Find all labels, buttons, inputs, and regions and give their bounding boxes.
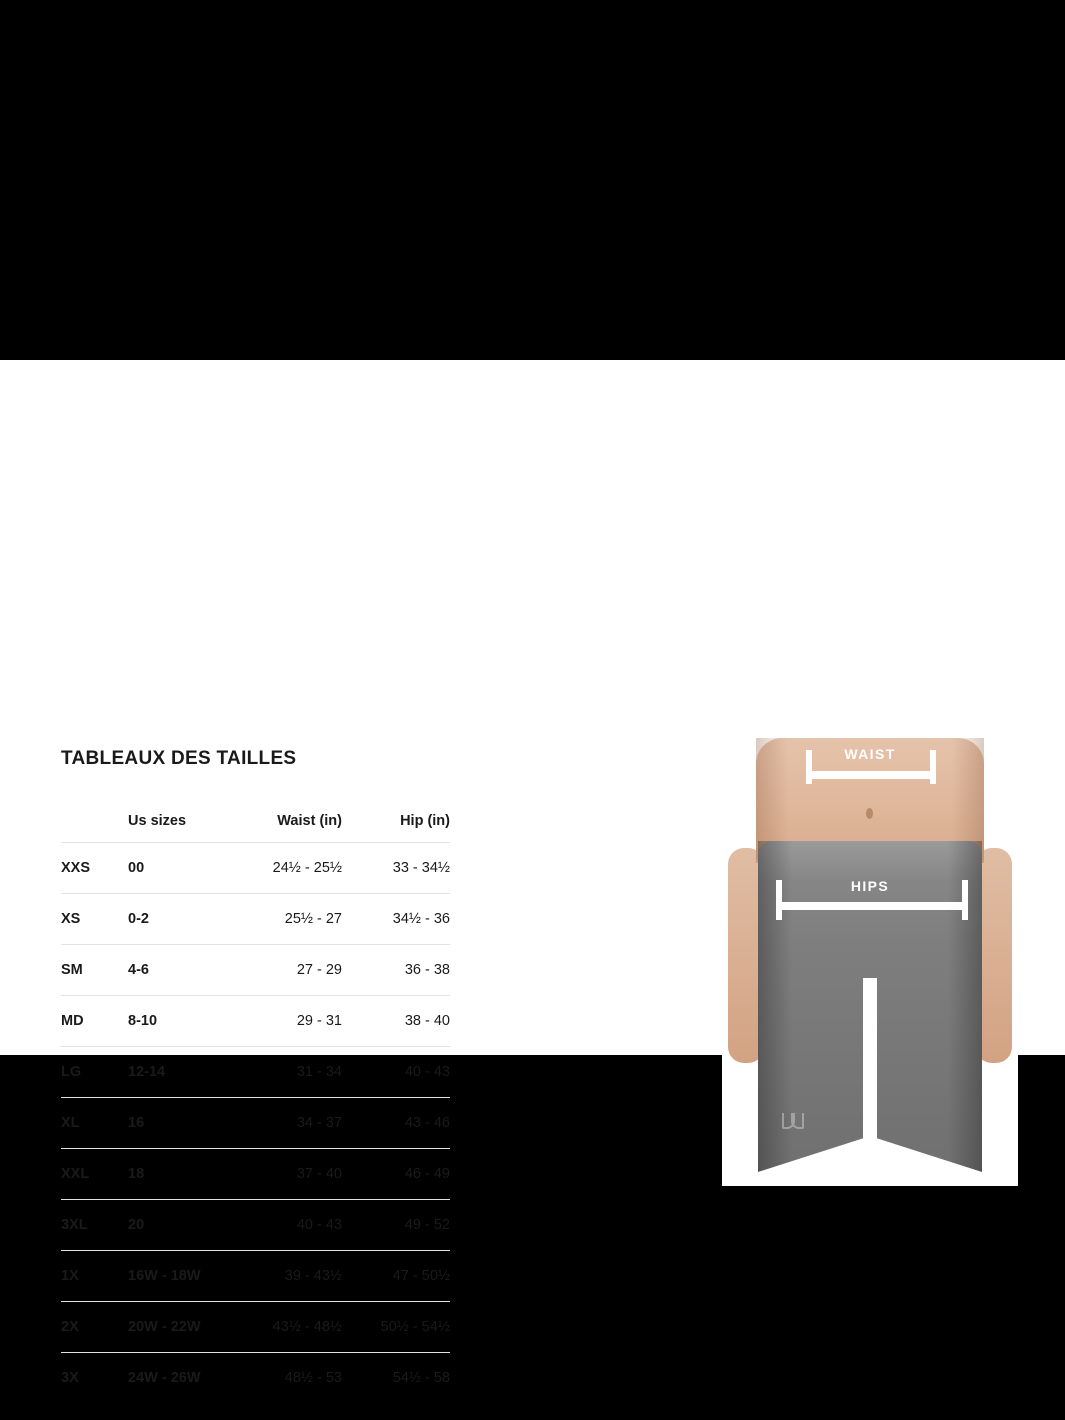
hips-measure-cap-left <box>776 880 782 920</box>
cell-size: SM <box>61 945 128 996</box>
table-row <box>61 996 450 1047</box>
cell-us: 16 <box>128 1098 235 1149</box>
cell-hip: 36 - 38 <box>342 945 450 996</box>
page-title: TABLEAUX DES TAILLES <box>61 748 297 769</box>
hips-measure-bar <box>776 902 968 910</box>
cell-hip: 40 - 43 <box>342 1047 450 1098</box>
cell-waist: 27 - 29 <box>235 945 342 996</box>
column-header-waist: Waist (in) <box>235 800 342 843</box>
cell-us: 8-10 <box>128 996 235 1047</box>
measurement-illustration <box>722 738 1018 1186</box>
table-body <box>61 843 450 1404</box>
cell-waist: 25½ - 27 <box>235 894 342 945</box>
hips-measure-cap-right <box>962 880 968 920</box>
cell-waist: 29 - 31 <box>235 996 342 1047</box>
cell-hip: 47 - 50½ <box>342 1251 450 1302</box>
table-header-row <box>61 800 450 843</box>
model-navel <box>866 808 873 819</box>
cell-size: LG <box>61 1047 128 1098</box>
cell-hip: 50½ - 54½ <box>342 1302 450 1353</box>
cell-waist: 40 - 43 <box>235 1200 342 1251</box>
cell-us: 24W - 26W <box>128 1370 201 1386</box>
cell-size: XL <box>61 1098 128 1149</box>
cell-us: 18 <box>128 1149 235 1200</box>
table-row <box>61 945 450 996</box>
leggings-shading-left <box>758 841 792 1186</box>
cell-size: 2X <box>61 1302 128 1353</box>
cell-waist: 31 - 34 <box>235 1047 342 1098</box>
size-table-container <box>61 800 450 1403</box>
cell-waist: 48½ - 53 <box>284 1370 342 1386</box>
table-row <box>61 1200 450 1251</box>
cell-hip: 38 - 40 <box>342 996 450 1047</box>
table-row <box>61 1098 450 1149</box>
cell-size: XS <box>61 894 128 945</box>
cell-us: 00 <box>128 843 235 894</box>
cell-waist: 24½ - 25½ <box>235 843 342 894</box>
cell-hip: 54½ - 58 <box>392 1370 450 1386</box>
cell-size: XXS <box>61 843 128 894</box>
cell-hip: 33 - 34½ <box>342 843 450 894</box>
table-header <box>61 800 450 843</box>
waist-measure-label: WAIST <box>844 746 896 762</box>
brand-logo-icon <box>782 1113 804 1127</box>
column-header-hip: Hip (in) <box>342 800 450 843</box>
table-row <box>61 894 450 945</box>
cell-hip: 34½ - 36 <box>342 894 450 945</box>
table-row <box>61 1302 450 1353</box>
cell-us: 20 <box>128 1200 235 1251</box>
cell-waist: 34 - 37 <box>235 1098 342 1149</box>
size-chart-panel <box>0 360 1065 1386</box>
table-row <box>61 1353 450 1404</box>
cell-us: 20W - 22W <box>128 1302 235 1353</box>
cell-size: XXL <box>61 1149 128 1200</box>
waist-measure-bar <box>806 771 936 779</box>
size-table <box>61 800 450 1403</box>
cell-size: 3XL <box>61 1200 128 1251</box>
column-header-size <box>61 800 128 843</box>
cell-waist: 39 - 43½ <box>235 1251 342 1302</box>
cell-us: 12-14 <box>128 1047 235 1098</box>
leggings-inseam-gap <box>863 978 877 1186</box>
column-header-us: Us sizes <box>128 800 235 843</box>
table-row <box>61 1047 450 1098</box>
table-row <box>61 1149 450 1200</box>
cell-hip: 46 - 49 <box>342 1149 450 1200</box>
cell-us: 4-6 <box>128 945 235 996</box>
cell-size: 1X <box>61 1251 128 1302</box>
hips-measure-label: HIPS <box>850 878 890 894</box>
cell-hip: 43 - 46 <box>342 1098 450 1149</box>
cell-us: 0-2 <box>128 894 235 945</box>
table-row <box>61 843 450 894</box>
table-row <box>61 1251 450 1302</box>
cell-us: 16W - 18W <box>128 1251 235 1302</box>
cell-hip: 49 - 52 <box>342 1200 450 1251</box>
cell-waist: 43½ - 48½ <box>235 1302 342 1353</box>
cell-waist: 37 - 40 <box>235 1149 342 1200</box>
cell-size: MD <box>61 996 128 1047</box>
cell-size: 3X <box>61 1370 79 1386</box>
